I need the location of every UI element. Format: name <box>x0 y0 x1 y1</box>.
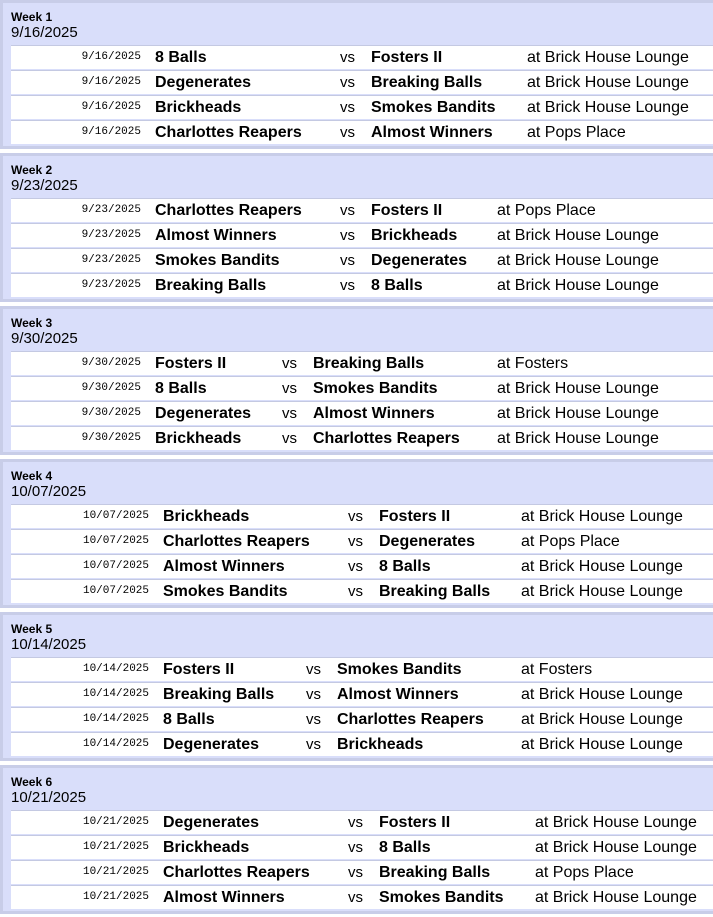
versus-label: vs <box>348 839 363 856</box>
home-team: Fosters II <box>155 355 227 372</box>
games-table <box>11 810 713 910</box>
home-team: Smokes Bandits <box>163 583 288 600</box>
away-team: Degenerates <box>371 252 468 269</box>
game-row <box>11 885 713 909</box>
game-row <box>11 835 713 859</box>
games-table <box>11 504 713 604</box>
games-table <box>11 45 713 145</box>
games-table <box>11 198 713 298</box>
game-row <box>11 198 713 222</box>
home-team: Charlottes Reapers <box>155 202 302 219</box>
versus-label: vs <box>348 533 363 550</box>
game-row <box>11 426 713 450</box>
game-location: at Brick House Lounge <box>521 711 683 728</box>
home-team: Charlottes Reapers <box>163 533 310 550</box>
week-title: Week 5 <box>11 622 53 636</box>
game-location: at Brick House Lounge <box>527 99 689 116</box>
game-row <box>11 504 713 528</box>
game-date: 10/21/2025 <box>82 891 149 903</box>
versus-label: vs <box>306 686 321 703</box>
game-date: 10/14/2025 <box>82 663 149 675</box>
away-team: 8 Balls <box>379 839 431 856</box>
home-team: Degenerates <box>163 814 260 831</box>
week-panel <box>3 3 713 146</box>
home-team: Charlottes Reapers <box>155 124 302 141</box>
versus-label: vs <box>340 277 355 294</box>
game-row <box>11 351 713 375</box>
away-team: Brickheads <box>371 227 458 244</box>
home-team: Almost Winners <box>163 889 285 906</box>
away-team: Smokes Bandits <box>337 661 462 678</box>
home-team: Smokes Bandits <box>155 252 280 269</box>
home-team: 8 Balls <box>163 711 215 728</box>
week-block <box>0 459 713 608</box>
game-date: 9/23/2025 <box>81 229 141 241</box>
game-date: 10/07/2025 <box>82 510 149 522</box>
games-table <box>11 351 713 451</box>
game-row <box>11 579 713 603</box>
week-date: 9/30/2025 <box>11 330 78 347</box>
away-team: Charlottes Reapers <box>313 430 460 447</box>
game-location: at Brick House Lounge <box>497 252 659 269</box>
game-location: at Fosters <box>497 355 569 372</box>
game-location: at Brick House Lounge <box>497 227 659 244</box>
home-team: Almost Winners <box>155 227 277 244</box>
week-title: Week 1 <box>11 10 53 24</box>
game-date: 9/30/2025 <box>81 407 141 419</box>
away-team: Smokes Bandits <box>313 380 438 397</box>
game-location: at Brick House Lounge <box>521 736 683 753</box>
game-date: 9/23/2025 <box>81 254 141 266</box>
week-title: Week 6 <box>11 775 53 789</box>
game-date: 10/21/2025 <box>82 866 149 878</box>
versus-label: vs <box>282 380 297 397</box>
home-team: Brickheads <box>155 430 242 447</box>
game-location: at Brick House Lounge <box>527 49 689 66</box>
away-team: Brickheads <box>337 736 424 753</box>
game-row <box>11 248 713 272</box>
versus-label: vs <box>340 124 355 141</box>
game-row <box>11 120 713 144</box>
game-date: 9/23/2025 <box>81 279 141 291</box>
week-title: Week 3 <box>11 316 53 330</box>
game-date: 10/21/2025 <box>82 816 149 828</box>
versus-label: vs <box>348 583 363 600</box>
away-team: Almost Winners <box>371 124 493 141</box>
home-team: Degenerates <box>163 736 260 753</box>
away-team: Fosters II <box>379 508 451 525</box>
game-location: at Brick House Lounge <box>521 583 683 600</box>
away-team: Breaking Balls <box>371 74 483 91</box>
game-row <box>11 223 713 247</box>
game-location: at Brick House Lounge <box>497 277 659 294</box>
home-team: 8 Balls <box>155 380 207 397</box>
game-date: 10/14/2025 <box>82 713 149 725</box>
versus-label: vs <box>340 99 355 116</box>
games-table <box>11 657 713 757</box>
versus-label: vs <box>306 736 321 753</box>
game-location: at Pops Place <box>521 533 620 550</box>
week-panel <box>3 156 713 299</box>
game-location: at Fosters <box>521 661 593 678</box>
home-team: 8 Balls <box>155 49 207 66</box>
week-date: 10/21/2025 <box>11 789 87 806</box>
game-date: 9/30/2025 <box>81 382 141 394</box>
game-location: at Brick House Lounge <box>497 405 659 422</box>
game-location: at Brick House Lounge <box>521 686 683 703</box>
versus-label: vs <box>348 508 363 525</box>
away-team: Charlottes Reapers <box>337 711 484 728</box>
game-date: 9/16/2025 <box>81 101 141 113</box>
versus-label: vs <box>306 711 321 728</box>
game-date: 9/16/2025 <box>81 126 141 138</box>
game-location: at Pops Place <box>535 864 634 881</box>
home-team: Almost Winners <box>163 558 285 575</box>
week-title: Week 2 <box>11 163 53 177</box>
week-panel <box>3 462 713 605</box>
home-team: Breaking Balls <box>155 277 267 294</box>
game-row <box>11 732 713 756</box>
versus-label: vs <box>340 227 355 244</box>
game-location: at Brick House Lounge <box>535 889 697 906</box>
game-location: at Brick House Lounge <box>497 380 659 397</box>
versus-label: vs <box>306 661 321 678</box>
week-date: 10/07/2025 <box>11 483 87 500</box>
home-team: Charlottes Reapers <box>163 864 310 881</box>
away-team: Breaking Balls <box>379 864 491 881</box>
away-team: Breaking Balls <box>379 583 491 600</box>
week-date: 9/23/2025 <box>11 177 78 194</box>
week-panel <box>3 615 713 758</box>
game-location: at Brick House Lounge <box>527 74 689 91</box>
versus-label: vs <box>282 355 297 372</box>
game-row <box>11 529 713 553</box>
away-team: 8 Balls <box>379 558 431 575</box>
away-team: Almost Winners <box>313 405 435 422</box>
versus-label: vs <box>348 558 363 575</box>
game-date: 10/21/2025 <box>82 841 149 853</box>
game-row <box>11 376 713 400</box>
home-team: Degenerates <box>155 74 252 91</box>
versus-label: vs <box>282 430 297 447</box>
game-location: at Pops Place <box>497 202 596 219</box>
versus-label: vs <box>340 49 355 66</box>
game-date: 10/07/2025 <box>82 535 149 547</box>
game-location: at Brick House Lounge <box>521 558 683 575</box>
week-panel <box>3 309 713 452</box>
game-date: 9/30/2025 <box>81 432 141 444</box>
away-team: Degenerates <box>379 533 476 550</box>
versus-label: vs <box>348 814 363 831</box>
game-row <box>11 554 713 578</box>
away-team: Almost Winners <box>337 686 459 703</box>
away-team: Fosters II <box>371 202 443 219</box>
game-row <box>11 70 713 94</box>
week-block <box>0 0 713 149</box>
game-row <box>11 657 713 681</box>
away-team: Fosters II <box>371 49 443 66</box>
game-row <box>11 95 713 119</box>
week-block <box>0 306 713 455</box>
home-team: Brickheads <box>163 839 250 856</box>
game-row <box>11 401 713 425</box>
game-row <box>11 682 713 706</box>
home-team: Degenerates <box>155 405 252 422</box>
game-date: 9/16/2025 <box>81 76 141 88</box>
versus-label: vs <box>348 864 363 881</box>
game-location: at Brick House Lounge <box>497 430 659 447</box>
away-team: Smokes Bandits <box>379 889 504 906</box>
versus-label: vs <box>340 202 355 219</box>
versus-label: vs <box>282 405 297 422</box>
game-date: 10/14/2025 <box>82 738 149 750</box>
game-row <box>11 707 713 731</box>
game-location: at Brick House Lounge <box>535 839 697 856</box>
week-panel <box>3 768 713 911</box>
home-team: Brickheads <box>155 99 242 116</box>
week-date: 9/16/2025 <box>11 24 78 41</box>
game-row <box>11 45 713 69</box>
game-location: at Brick House Lounge <box>521 508 683 525</box>
home-team: Brickheads <box>163 508 250 525</box>
game-date: 9/30/2025 <box>81 357 141 369</box>
week-title: Week 4 <box>11 469 53 483</box>
week-block <box>0 612 713 761</box>
game-date: 9/16/2025 <box>81 51 141 63</box>
versus-label: vs <box>340 252 355 269</box>
versus-label: vs <box>340 74 355 91</box>
away-team: Smokes Bandits <box>371 99 496 116</box>
away-team: Breaking Balls <box>313 355 425 372</box>
game-date: 9/23/2025 <box>81 204 141 216</box>
game-location: at Brick House Lounge <box>535 814 697 831</box>
week-block <box>0 765 713 914</box>
week-date: 10/14/2025 <box>11 636 87 653</box>
week-block <box>0 153 713 302</box>
game-date: 10/07/2025 <box>82 585 149 597</box>
away-team: Fosters II <box>379 814 451 831</box>
versus-label: vs <box>348 889 363 906</box>
game-row <box>11 810 713 834</box>
game-location: at Pops Place <box>527 124 626 141</box>
game-date: 10/07/2025 <box>82 560 149 572</box>
game-date: 10/14/2025 <box>82 688 149 700</box>
home-team: Breaking Balls <box>163 686 275 703</box>
game-row <box>11 860 713 884</box>
game-row <box>11 273 713 297</box>
away-team: 8 Balls <box>371 277 423 294</box>
home-team: Fosters II <box>163 661 235 678</box>
